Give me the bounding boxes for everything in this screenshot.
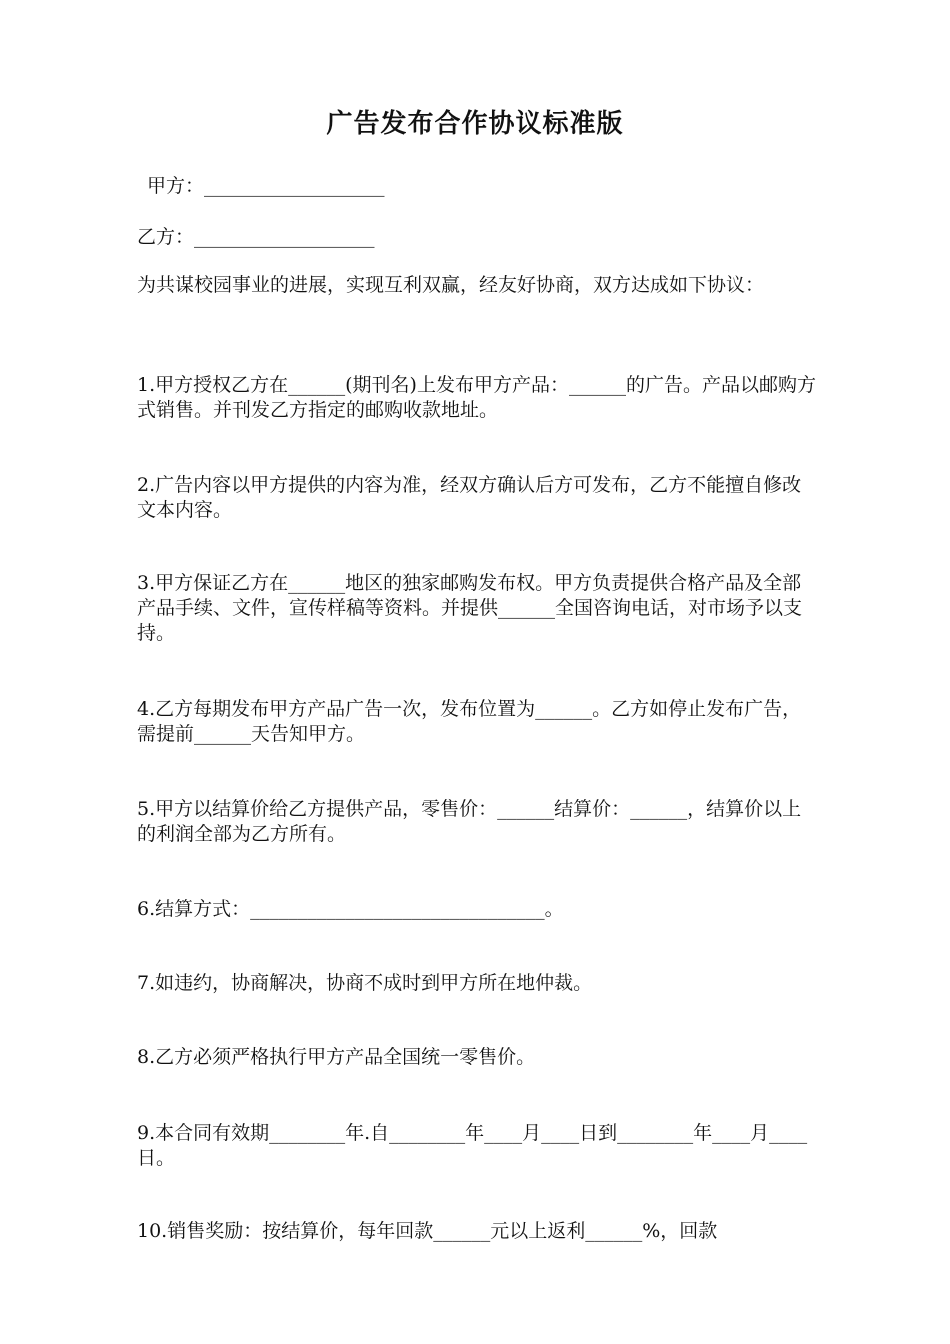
- clause-6: 6.结算方式：_______________________________。: [137, 898, 564, 920]
- party-b-line: 乙方：___________________: [137, 226, 375, 248]
- clause-10: 10.销售奖励：按结算价，每年回款______元以上返利______%，回款: [137, 1220, 718, 1242]
- party-a-line: 甲方：___________________: [147, 175, 385, 197]
- clause-8: 8.乙方必须严格执行甲方产品全国统一零售价。: [137, 1046, 536, 1068]
- clause-3: 3.甲方保证乙方在______地区的独家邮购发布权。甲方负责提供合格产品及全部产品手续、文件，宣传样稿等资料。并提供______全国咨询电话，对市场予以支持。: [137, 572, 803, 644]
- clause-5: 5.甲方以结算价给乙方提供产品，零售价：______结算价：______，结算价以上的利润全部为乙方所有。: [137, 798, 802, 845]
- clause-2: 2.广告内容以甲方提供的内容为准，经双方确认后方可发布，乙方不能擅自修改文本内容。: [137, 474, 802, 521]
- intro-paragraph: 为共谋校园事业的进展，实现互利双赢，经友好协商，双方达成如下协议：: [137, 274, 765, 296]
- clause-7: 7.如违约，协商解决，协商不成时到甲方所在地仲裁。: [137, 972, 593, 994]
- clause-9: 9.本合同有效期________年.自________年____月____日到________年____月____日。: [137, 1122, 808, 1169]
- clause-4: 4.乙方每期发布甲方产品广告一次，发布位置为______。乙方如停止发布广告，需提前______天告知甲方。: [137, 698, 802, 745]
- clause-1: 1.甲方授权乙方在______(期刊名)上发布甲方产品：______的广告。产品以邮购方式销售。并刊发乙方指定的邮购收款地址。: [137, 374, 816, 421]
- document-title: 广告发布合作协议标准版: [326, 109, 624, 139]
